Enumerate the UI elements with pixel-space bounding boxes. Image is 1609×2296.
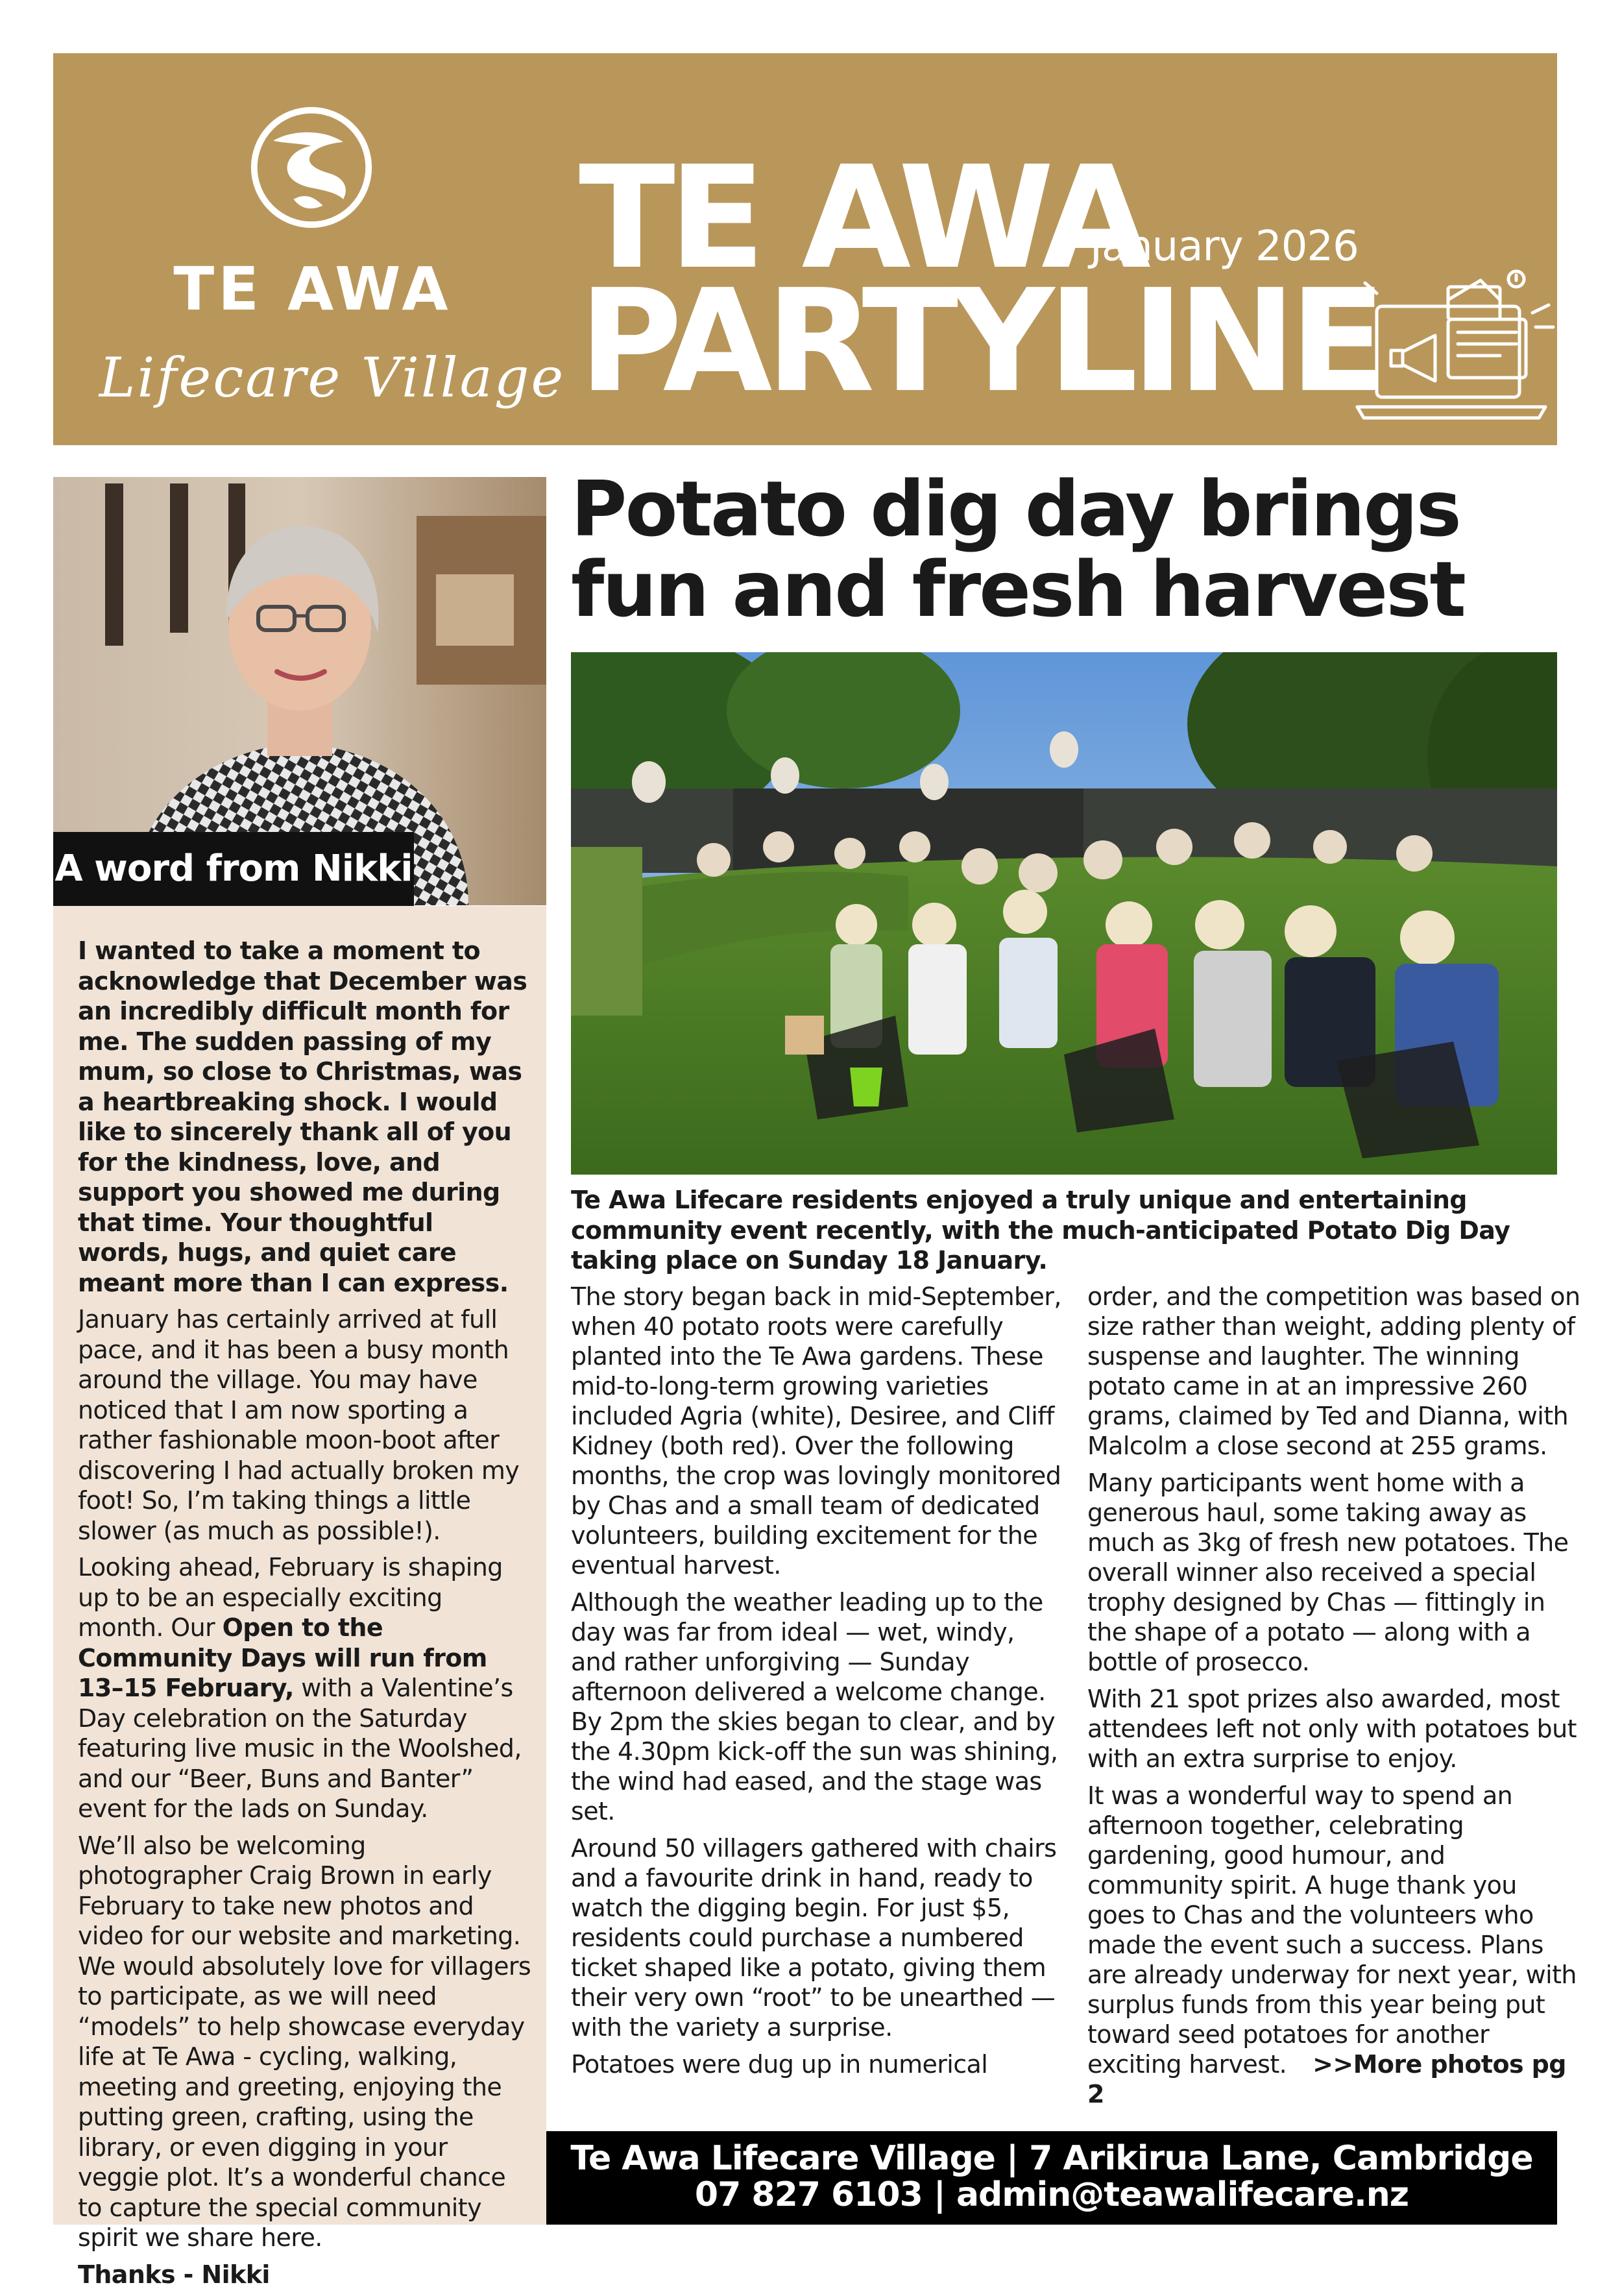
article-paragraph: With 21 spot prizes also awarded, most attendees left not only with potatoes but with an extra surprise to enjoy. xyxy=(1087,1685,1577,1773)
newsletter-title-line1: TE AWA xyxy=(579,136,1144,300)
letter-paragraph: January has certainly arrived at full pace, and it has been a busy month around the village. You may have noticed that I am now sporting a rather fashionable moon-boot after discovering I had actually broken my foot! So, I’m taking things a little slower (as much as possible!). xyxy=(78,1305,520,1545)
article-paragraph xyxy=(1087,1781,1580,2109)
article-paragraph: The story began back in mid-September, when 40 potato roots were carefully planted into the Te Awa gardens. These mid-to-long-term growing varieties included Agria (white), Desiree, and Cliff Kidney (both red). Over the following months, the crop was lovingly monitored by Chas and a small team of dedicated volunteers, building excitement for the eventual harvest. xyxy=(571,1282,1061,1580)
sidebar-label: A word from Nikki xyxy=(53,832,414,906)
letter-text: with a Valentine’s Day celebration on the Saturday featuring live music in the Woolshed, and our “Beer, Buns and Banter” event for the lads on Sunday. xyxy=(78,1674,522,1823)
potato-dig-photo xyxy=(571,652,1557,1175)
more-photos-link[interactable]: >>More photos pg 2 xyxy=(1087,2050,1566,2108)
masthead-banner xyxy=(53,53,1557,445)
brand-name: TE AWA xyxy=(173,254,452,324)
open-days-highlight: Open to the Community Days will run from 13–15 February, xyxy=(78,1613,487,1702)
article-paragraph: Around 50 villagers gathered with chairs and a favourite drink in hand, ready to watch the digging begin. For just $5, residents could purchase a numbered ticket shaped like a potato, giving them their very own “root” to be unearthed — with the variety a surprise. xyxy=(571,1834,1057,2042)
letter-text: Looking ahead, February is shaping up to be an especially exciting month. Our xyxy=(78,1553,503,1642)
laptop-megaphone-icon xyxy=(1351,267,1565,436)
sidebar-letter xyxy=(78,936,532,2296)
newsletter-title-line2: PARTYLINE xyxy=(579,260,1380,424)
letter-paragraph: We’ll also be welcoming photographer Craig Brown in early February to take new photos and video for our website and marketing. We would absolutely love for villagers to participate, as we will need “models” to help showcase everyday life at Te Awa - cycling, walking, meeting and greeting, enjoying the putting green, crafting, using the library, or even digging in your veggie plot. It’s a wonderful chance to capture the special community spirit we share here. xyxy=(78,1831,531,2252)
article-paragraph: Potatoes were dug up in numerical xyxy=(571,2050,988,2079)
article-paragraph: Many participants went home with a generous haul, some taking away as much as 3kg of fresh new potatoes. The overall winner also received a special trophy designed by Chas — fittingly in the shape of a potato — along with a bottle of prosecco. xyxy=(1087,1469,1569,1676)
brand-tagline: Lifecare Village xyxy=(99,346,566,409)
issue-date: January 2026 xyxy=(1090,223,1359,271)
article-headline: Potato dig day brings fun and fresh harvest xyxy=(571,464,1464,634)
footer-address: Te Awa Lifecare Village | 7 Arikirua Lane, Cambridge xyxy=(570,2139,1533,2178)
river-logo-icon xyxy=(248,104,375,231)
article-column-2 xyxy=(1087,1282,1580,2116)
letter-paragraph xyxy=(78,1552,532,1824)
article-paragraph: Although the weather leading up to the day was far from ideal — wet, windy, and rather unforgiving — Sunday afternoon delivered a welcome change. By 2pm the skies began to clear, and by the 4.30pm kick-off the sun was shining, the wind had eased, and the stage was set. xyxy=(571,1588,1058,1826)
contact-footer xyxy=(546,2131,1557,2225)
letter-signoff: Thanks - Nikki xyxy=(78,2260,270,2289)
letter-lead-paragraph: I wanted to take a moment to acknowledge that December was an incredibly difficult month for me. The sudden passing of my mum, so close to Christmas, was a heartbreaking shock. I would like to sincerely thank all of you for the kindness, love, and support you showed me during that time. Your thoughtful words, hugs, and quiet care meant more than I can express. xyxy=(78,936,527,1297)
photo-caption: Te Awa Lifecare residents enjoyed a truly unique and entertaining community event recently, with the much-anticipated Potato Dig Day taking place on Sunday 18 January. xyxy=(571,1186,1510,1275)
article-paragraph: order, and the competition was based on size rather than weight, adding plenty of suspense and laughter. The winning potato came in at an impressive 260 grams, claimed by Ted and Dianna, with Malcolm a close second at 255 grams. xyxy=(1087,1282,1580,1460)
article-column-1 xyxy=(571,1282,1064,2086)
footer-contact[interactable]: 07 827 6103 | admin@teawalifecare.nz xyxy=(694,2175,1409,2214)
article-text: It was a wonderful way to spend an afternoon together, celebrating gardening, good humour, and community spirit. A huge thank you goes to Chas and the volunteers who made the event such a success. Plans are already underway for next year, with surplus funds from this year being put toward seed potatoes for another exciting harvest. xyxy=(1087,1781,1577,2079)
